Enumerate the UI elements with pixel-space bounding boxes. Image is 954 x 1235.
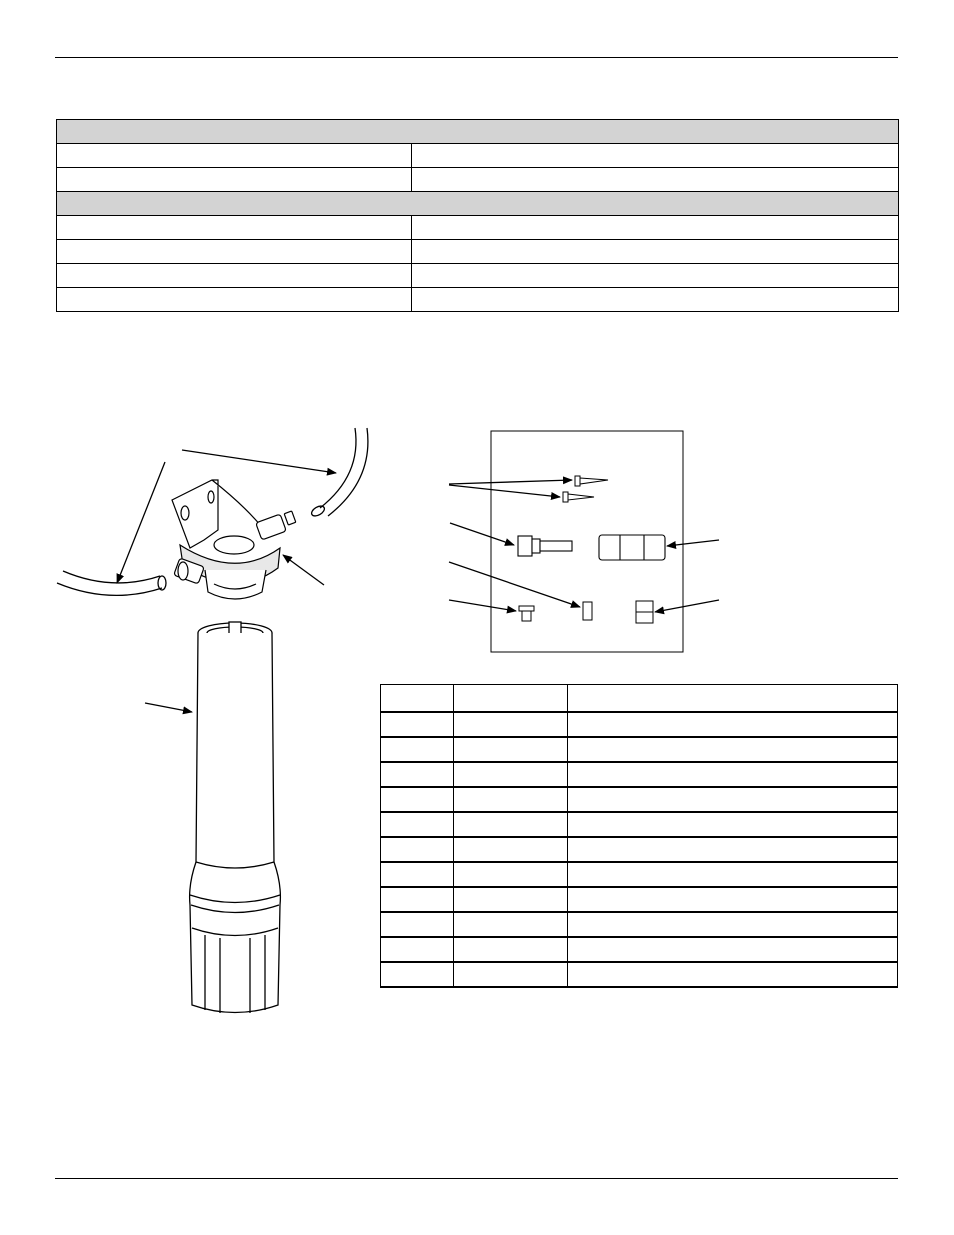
parts-cell xyxy=(568,737,898,762)
parts-row xyxy=(381,762,898,787)
parts-cell xyxy=(454,887,568,912)
parts-cell xyxy=(454,962,568,987)
parts-cell xyxy=(454,787,568,812)
parts-cell xyxy=(381,912,454,937)
tubing-right-icon xyxy=(310,428,368,518)
parts-cell xyxy=(381,787,454,812)
parts-header-cell xyxy=(381,685,454,713)
parts-cell xyxy=(568,937,898,962)
parts-cell xyxy=(568,962,898,987)
parts-row xyxy=(381,862,898,887)
parts-cell xyxy=(381,887,454,912)
parts-cell xyxy=(381,862,454,887)
parts-cell xyxy=(381,937,454,962)
parts-row xyxy=(381,912,898,937)
parts-cell xyxy=(454,762,568,787)
filter-head-icon xyxy=(172,480,296,599)
parts-cell xyxy=(568,887,898,912)
parts-cell xyxy=(454,737,568,762)
parts-cell xyxy=(381,837,454,862)
tubing-left-icon xyxy=(57,571,166,595)
parts-cell xyxy=(381,762,454,787)
parts-cell xyxy=(568,787,898,812)
parts-cell xyxy=(568,837,898,862)
hardware-kit-panel xyxy=(491,431,683,652)
parts-header-cell xyxy=(568,685,898,713)
parts-row xyxy=(381,787,898,812)
elbow-icon xyxy=(636,601,653,623)
filter-cartridge-icon xyxy=(190,622,281,1013)
parts-list-table xyxy=(380,684,898,988)
parts-row xyxy=(381,937,898,962)
parts-header-row xyxy=(381,685,898,713)
parts-cell xyxy=(454,837,568,862)
parts-row xyxy=(381,812,898,837)
parts-cell xyxy=(454,712,568,737)
parts-cell xyxy=(454,912,568,937)
parts-row xyxy=(381,712,898,737)
parts-cell xyxy=(381,737,454,762)
parts-row xyxy=(381,837,898,862)
parts-cell xyxy=(381,962,454,987)
parts-row xyxy=(381,737,898,762)
parts-cell xyxy=(381,712,454,737)
parts-row xyxy=(381,887,898,912)
parts-row xyxy=(381,962,898,987)
parts-cell xyxy=(454,812,568,837)
parts-cell xyxy=(568,712,898,737)
parts-header-cell xyxy=(454,685,568,713)
parts-cell xyxy=(568,862,898,887)
parts-cell xyxy=(454,862,568,887)
parts-cell xyxy=(454,937,568,962)
parts-cell xyxy=(568,762,898,787)
footer-rule xyxy=(55,1178,898,1179)
plug-icon xyxy=(583,602,592,620)
parts-cell xyxy=(381,812,454,837)
parts-cell xyxy=(568,812,898,837)
union-connector-icon xyxy=(599,535,665,560)
parts-cell xyxy=(568,912,898,937)
